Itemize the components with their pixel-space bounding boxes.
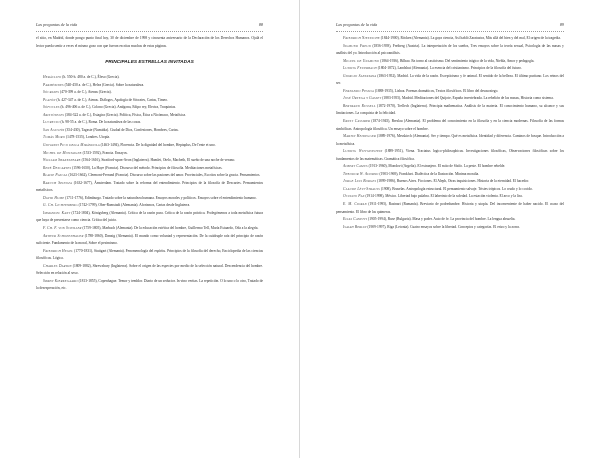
- entry-name: Baruch Spinoza: [43, 180, 72, 185]
- bio-entry: [36, 202, 263, 210]
- bio-entry: [336, 43, 564, 58]
- bio-entry: [336, 73, 564, 88]
- entry-name: Miguel de Unamuno: [343, 58, 380, 63]
- bio-entry: [36, 150, 263, 158]
- intro-paragraph: el sitio, en Madrid, donde pongo punto final hoy, 30 de diciembre de 1998 y cincuenta aniversario de la Declaración de los Derechos Humanos. Ojalá el lector pueda sentir a veces el mismo gozo con que fueron escritas muchas de estas páginas.: [36, 36, 263, 48]
- entry-name: Sigmund Freud: [343, 43, 372, 48]
- entry-text: (1856-1939), Freiberg (Austria). La interpretación de los sueños, Tres ensayos sobre la teoría sexual, Psicología de las masas y análisis del yo. Introducción al psicoanálisis.: [336, 43, 564, 56]
- entry-name: Parménides: [43, 82, 64, 87]
- bio-entry: [36, 119, 263, 127]
- entry-text: (1888-1935), Lisboa. Poemas dramáticos, Textos filosóficos. El libro del desasosiego.: [374, 88, 499, 93]
- entry-text: (1623-1662), Clermont-Ferrand (Francia). Discurso sobre las pasiones del amor. Provinciales, Escritos sobre la gracia. Pensamientos.: [68, 173, 261, 178]
- bio-entry: [36, 134, 263, 142]
- entry-text: (1872-1970), Trellech (Inglaterra). Principia mathematica. Análisis de la materia. El conocimiento humano, su alcance y sus limitaciones. La conquista de la felicidad.: [336, 103, 564, 116]
- bio-entry: [36, 89, 263, 97]
- entry-name: Arthur Schopenhauer: [43, 233, 84, 238]
- running-header: [36, 22, 263, 30]
- entry-name: Friedrich Nietzsche: [343, 36, 380, 40]
- bio-entry: [36, 82, 263, 90]
- entry-name: Albert Camus: [343, 164, 368, 169]
- entry-name: Michel de Montaigne: [43, 150, 82, 155]
- bio-entry: [36, 248, 263, 263]
- entry-text: (354-430), Tagaste (Numidia). Ciudad de Dios, Confesiones, Hombres, Cartas.: [65, 127, 179, 132]
- bio-entry: [336, 193, 564, 201]
- entry-text: (1914-1998), México. Libertad bajo palabra. El laberinto de la soledad. La estación violenta. El arco y la lira.: [365, 194, 523, 199]
- entry-name: Friedrich Hegel: [43, 248, 74, 253]
- entry-name: Theodor W. Adorno: [343, 171, 379, 176]
- entry-text: (1909-1997), Riga (Letonia). Cuatro ensayos sobre la libertad. Conceptos y categorías. El erizo y la zorra.: [367, 224, 520, 229]
- entry-text: (h. 496-406 a. de C.), Colono (Grecia). Antígona, Edipo rey, Electra, Traquinias.: [60, 105, 177, 110]
- header-rule: [336, 31, 564, 32]
- entry-name: Jorge Luis Borges: [343, 179, 377, 184]
- bio-entry: [336, 118, 564, 133]
- entry-name: Charles Darwin: [43, 263, 72, 268]
- right-page-text: [336, 35, 564, 231]
- entry-name: G. Ch. Lichtenberg: [43, 203, 78, 208]
- entry-name: Elias Canetti: [343, 217, 368, 222]
- bio-entry: [36, 233, 263, 248]
- bio-entry: [36, 263, 263, 278]
- entry-text: (1564-1616), Stratford-upon-Avon (Inglaterra). Hamlet, Otelo, Macbeth, El sueño de una noche de verano.: [81, 158, 236, 163]
- bio-entry: [336, 103, 564, 118]
- entry-list: [36, 74, 263, 293]
- entry-text: (1899-1986), Buenos Aires. Ficciones. El Aleph, Otras inquisiciones. Historia de la eternidad. El hacedor.: [377, 179, 529, 184]
- bio-entry: [336, 95, 564, 103]
- entry-name: David Hume: [43, 195, 65, 200]
- entry-text: (1883-1955), Madrid. Meditaciones del Quijote, España invertebrada. La rebelión de las masas, Historia como sistema.: [382, 96, 554, 101]
- bio-entry: [336, 224, 564, 232]
- bio-entry: [36, 157, 263, 165]
- running-header: [336, 22, 564, 30]
- entry-name: San Agustín: [43, 127, 65, 132]
- entry-name: William Shakespeare: [43, 158, 81, 163]
- entry-name: Lucrecio: [43, 120, 60, 125]
- entry-text: (1724-1804), Königsberg (Alemania). Crítica de la razón pura. Crítica de la razón práctica. Prolegómenos a toda metafísica futura que haya de presentarse como ciencia. Crítica del juicio.: [36, 210, 263, 223]
- entry-name: Giorgio Santayana: [343, 73, 377, 78]
- entry-text: (540-450 a. de C.), Helea (Grecia). Sobre la naturaleza.: [64, 82, 145, 87]
- entry-name: Sófocles: [43, 105, 60, 110]
- bio-entry: [336, 58, 564, 66]
- entry-text: (1908), Bruselas. Antropología estructural. El pensamiento salvaje. Tristes trópicos. Lo crudo y lo cocido.: [380, 186, 533, 191]
- entry-text: (1759-1805), Marbach (Alemania). De la educación estética del hombre, Guillermo Tell, María Estuardo, Oda a la alegría.: [82, 226, 259, 231]
- entry-text: (1913-1960), Mondovi (Argelia). El extranjero. El mito de Sísifo. La peste. El hombre rebelde.: [368, 164, 506, 169]
- entry-text: (470-399 a. de C.), Atenas (Grecia).: [60, 90, 112, 95]
- entry-name: Fernando Pessoa: [343, 88, 374, 93]
- bio-entry: [36, 112, 263, 120]
- entry-name: Sócrates: [43, 90, 60, 95]
- entry-name: Blaise Pascal: [43, 173, 68, 178]
- entry-text: (1874-1945), Breslau (Alemania). El problema del conocimiento en la filosofía y en la ciencia modernas. Filosofía de las formas simbólicas. Antropología filosófica. Un ensayo sobre el hombre.: [336, 119, 565, 131]
- entry-text: (1804-1872), Landshut (Alemania). La esencia del cristianismo. Principios de la filosofía del futuro.: [377, 66, 522, 71]
- entry-text: (1742-1799), Ober-Ramstadt (Alemania). Aforismos, Cartas desde Inglaterra.: [78, 203, 191, 208]
- entry-text: (1770-1831), Stuttgart (Alemania). Fenomenología del espíritu. Principios de la filosofía del derecho, Enciclopedia de las ciencias filosóficas. Lógica.: [36, 248, 263, 261]
- entry-text: (384-322 a. de C.), Estagira (Grecia). Política, Física, Ética a Nicómaco, Metafísica.: [64, 112, 187, 117]
- entry-text: (1596-1650), La Haye (Francia). Discurso del método. Principios de filosofía. Meditaciones metafísicas.: [72, 165, 223, 170]
- entry-text: (1809-1882), Shrewsbury (Inglaterra). Sobre el origen de las especies por medio de la selección natural. Descendencia del hombre. Selección en relación al sexo.: [36, 263, 263, 276]
- bio-entry: [36, 210, 263, 225]
- entry-text: (1911-1995), Rasinari (Rumanía). Breviario de podredumbre. Historia y utopía. Del inconveniente de haber nacido. El ocaso del pensamiento. El libro de las quimeras.: [336, 202, 564, 214]
- entry-list: [336, 35, 564, 231]
- bio-entry: [36, 127, 263, 135]
- bio-entry: [336, 171, 564, 179]
- section-heading: PRINCIPALES ESTRELLAS INVITADAS: [105, 60, 194, 66]
- entry-text: (1788-1860), Danzig (Alemania). El mundo como voluntad y representación. De la cuádruple raíz del principio de razón suficiente. Fundamento de la moral, Sobre el pesimismo.: [36, 233, 263, 246]
- bio-entry: [36, 97, 263, 105]
- bio-entry: [336, 35, 564, 43]
- page-number: 88: [258, 22, 263, 27]
- entry-text: (h. 427-347 a. de C.), Atenas. Diálogos, Apología de Sócrates, Cartas, Timeo.: [56, 97, 168, 102]
- entry-name: Octavio Paz: [343, 194, 365, 199]
- bio-entry: [36, 104, 263, 112]
- entry-text: (1632-1677), Ámsterdam. Tratado sobre la reforma del entendimiento. Principios de la filosofía de Descartes. Pensamientos metafísicos.: [36, 180, 263, 193]
- entry-name: Heráclito: [43, 75, 62, 80]
- entry-name: Giovanni Pico della Mirándola: [43, 143, 100, 148]
- bio-entry: [36, 74, 263, 82]
- entry-text: (1889-1951), Viena. Tractatus logico-philosophicus. Investigaciones filosóficas, Observaciones filosóficas sobre los fundamentos de las matemáticas. Gramática filosófica.: [336, 149, 564, 161]
- entry-name: Martin Heidegger: [343, 134, 376, 139]
- bio-entry: [36, 278, 263, 293]
- entry-text: (1864-1936), Bilbao. En torno al casticismo. Del sentimiento trágico de la vida, Niebla, Amor y pedagogía.: [380, 58, 535, 63]
- entry-name: F. Ch. F. von Schiller: [43, 226, 82, 231]
- bio-entry: [336, 65, 564, 73]
- entry-text: (1903-1969), Frankfurt. Dialéctica de la Ilustración. Minima moralia.: [379, 171, 480, 176]
- entry-name: Tomás Moro: [43, 135, 66, 140]
- bio-entry: [36, 180, 263, 195]
- bio-entry: [336, 163, 564, 171]
- entry-name: E. M. Cioran: [343, 202, 367, 207]
- bio-entry: [336, 186, 564, 194]
- bio-entry: [336, 88, 564, 96]
- entry-text: (1905-1994), Ruse (Bulgaria). Masa y poder. Auto de fe. La provincia del hombre. La lengua absuelta.: [368, 217, 516, 222]
- entry-text: (1863-1952), Madrid. La vida de la razón. Escepticismo y fe animal. El sentido de la belleza. El último puritano. Los reinos del ser.: [336, 73, 564, 86]
- page-number: 89: [559, 22, 564, 27]
- entry-name: Immanuel Kant: [43, 210, 71, 215]
- entry-text: (1533-1592), Francia. Ensayos.: [82, 150, 128, 155]
- entry-text: (h. 550-h. 480 a. de C.), Éfeso (Grecia).: [62, 75, 120, 80]
- bio-entry: [336, 216, 564, 224]
- entry-text: (1813-1855), Copenhague. Temor y temblor. Diario de un seductor. In vino veritas. La repetición. O lo uno o lo otro, Tratado de la desesperación, etc.: [36, 278, 263, 291]
- entry-name: Ernst Cassirer: [343, 119, 371, 124]
- entry-name: Bertrand Russell: [343, 103, 376, 108]
- bio-entry: [36, 165, 263, 173]
- entry-name: Isaiah Berlin: [343, 224, 367, 229]
- bio-entry: [36, 172, 263, 180]
- entry-text: (1711-1776), Edimburgo. Tratado sobre la naturaleza humana. Ensayos morales y políticos. Ensayos sobre el entendimiento humano.: [65, 195, 257, 200]
- bio-entry: [336, 178, 564, 186]
- entry-name: Aristóteles: [43, 112, 65, 117]
- entry-text: (1463-1494), Florencia. De la dignidad del hombre, Heptaplus, De l'ente et uno.: [100, 143, 216, 148]
- header-rule: [36, 31, 263, 32]
- right-page: [300, 0, 600, 458]
- bio-entry: [336, 201, 564, 216]
- bio-entry: [36, 225, 263, 233]
- entry-name: Søren Kierkegaard: [43, 278, 78, 283]
- bio-entry: [336, 148, 564, 163]
- entry-name: Ludwig Feuerbach: [343, 66, 377, 71]
- running-title: Las preguntas de la vida: [336, 22, 378, 27]
- entry-name: Claude Lévi-Strauss: [343, 186, 380, 191]
- entry-name: José Ortega y Gasset: [343, 96, 382, 101]
- entry-text: (h. 98-55 a. de C.), Roma. De la naturaleza de las cosas.: [60, 120, 142, 125]
- entry-name: Platón: [43, 97, 56, 102]
- entry-name: René Descartes: [43, 165, 72, 170]
- entry-text: (1889-1976), Messkirch (Alemania). Ser y tiempo. Qué es metafísica. Identidad y diferencia. Caminos de bosque. Introducción a la metafísica.: [336, 134, 564, 146]
- bio-entry: [36, 142, 263, 150]
- entry-name: Ludwig Wittgenstein: [343, 149, 383, 154]
- running-title: Las preguntas de la vida: [36, 22, 78, 27]
- entry-text: (1478-1535), Londres. Utopía.: [65, 135, 110, 140]
- entry-text: (1844-1900), Röcken (Alemania). La gaya ciencia, Así habló Zaratustra, Más allá del bien y del mal, El origen de la tragedia.: [380, 36, 561, 40]
- left-page-text: [36, 35, 263, 293]
- bio-entry: [36, 195, 263, 203]
- bio-entry: [336, 133, 564, 148]
